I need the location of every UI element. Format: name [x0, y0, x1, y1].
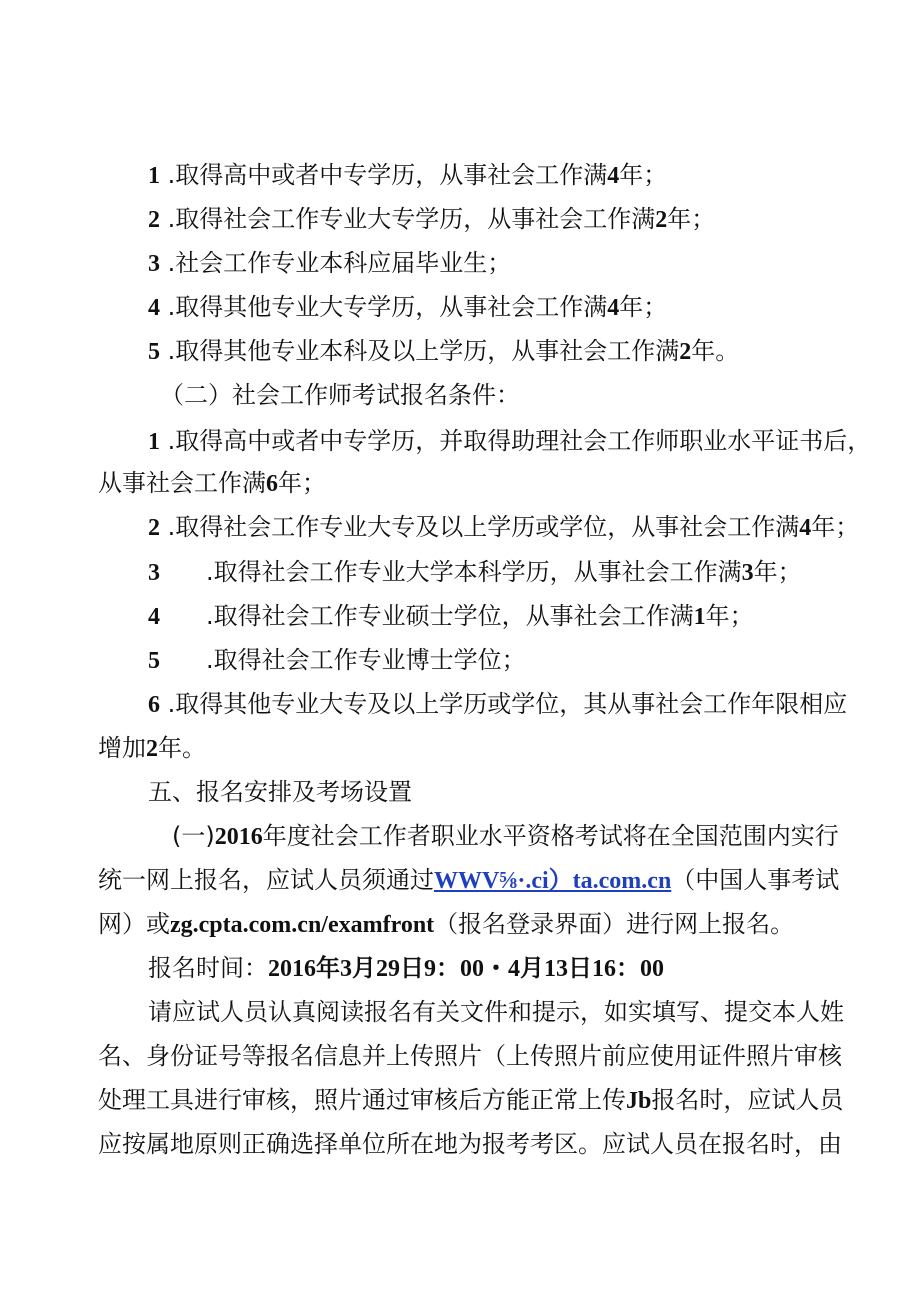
item-tail: 年。 [158, 734, 206, 762]
time-label: 报名时间： [148, 954, 268, 982]
item-text: .取得社会工作专业硕士学位，从事社会工作满 [206, 602, 694, 630]
item-years: 4 [799, 515, 812, 541]
item-tail: 年。 [691, 337, 740, 365]
item-text: .取得其他专业大专学历，从事社会工作满 [167, 293, 608, 321]
list-item [148, 248, 511, 279]
item-number: 3 [148, 251, 160, 277]
item-number: 3 [148, 560, 160, 586]
paragraph-text: 网）或 [98, 910, 170, 938]
item-number: 2 [148, 207, 160, 233]
list-item [148, 601, 754, 632]
item-tail: 年； [705, 602, 754, 630]
paragraph-line: 请应试人员认真阅读报名有关文件和提示，如实填写、提交本人姓 [148, 998, 844, 1026]
item-tail: 年； [278, 469, 326, 497]
list-item-continuation [98, 468, 326, 499]
item-number: 6 [148, 692, 160, 718]
paragraph-line: 应按属地原则正确选择单位所在地为报考考区。应试人员在报名时，由 [98, 1130, 842, 1158]
item-years: 6 [266, 471, 278, 497]
item-number: 1 [148, 429, 160, 455]
item-text: 从事社会工作满 [98, 469, 266, 497]
paragraph-text: （中国人事考试 [671, 866, 840, 894]
item-text: .取得社会工作专业博士学位； [206, 646, 526, 674]
item-number: 5 [148, 339, 160, 365]
section-heading: （二）社会工作师考试报名条件： [160, 381, 520, 409]
item-number: 5 [148, 648, 160, 674]
paragraph-text: 报名时，应试人员 [651, 1086, 844, 1114]
item-text: .取得其他专业本科及以上学历，从事社会工作满 [167, 337, 680, 365]
item-text: .取得社会工作专业大专学历，从事社会工作满 [167, 205, 656, 233]
list-item [148, 645, 526, 676]
item-text: .取得社会工作专业大学本科学历，从事社会工作满 [206, 558, 742, 586]
time-value: 2016年3月29日9：00・4月13日16：00 [268, 956, 664, 982]
registration-url: zg.cpta.com.cn/examfront [170, 912, 435, 938]
item-years: 2 [146, 736, 158, 762]
list-item [148, 689, 847, 720]
item-years: 4 [607, 295, 620, 321]
year-text: 2016 [214, 824, 263, 850]
item-years: 2 [679, 339, 692, 365]
paragraph-text: （报名登录界面）进行网上报名。 [434, 910, 795, 938]
paragraph-text: 统一网上报名，应试人员须通过 [98, 866, 434, 894]
item-tail: 年； [753, 558, 802, 586]
list-item [148, 292, 667, 323]
item-number: 2 [148, 515, 160, 541]
paragraph-line [172, 821, 839, 852]
paragraph-line [98, 909, 794, 940]
list-item [148, 204, 715, 235]
paragraph-line: 名、身份证号等报名信息并上传照片（上传照片前应使用证件照片审核 [98, 1042, 842, 1070]
registration-time [148, 953, 664, 984]
item-years: 1 [693, 604, 706, 630]
item-text: .社会工作专业本科应届毕业生； [167, 249, 512, 277]
paragraph-text: 处理工具进行审核，照片通过审核后方能正常上传 [98, 1086, 626, 1114]
exam-website-link[interactable]: WWV⅝·.ci）ta.com.cn [434, 868, 672, 894]
list-item [148, 336, 739, 367]
item-text: 增加 [98, 734, 146, 762]
item-tail: 年； [667, 205, 716, 233]
list-item [148, 557, 802, 588]
item-tail: 年； [619, 293, 668, 321]
paragraph-text: 年度社会工作者职业水平资格考试将在全国范围内实行 [262, 822, 839, 850]
item-years: 4 [607, 163, 620, 189]
item-text: .取得高中或者中专学历，从事社会工作满 [167, 161, 608, 189]
item-number: 1 [148, 163, 160, 189]
item-years: 2 [655, 207, 668, 233]
list-item-continuation [98, 733, 206, 764]
item-text: .取得高中或者中专学历，并取得助理社会工作师职业水平证书后， [167, 427, 872, 455]
item-number: 4 [148, 604, 160, 630]
item-years: 3 [741, 560, 754, 586]
paragraph-text: Jb [626, 1088, 652, 1114]
paragraph-line [98, 865, 839, 896]
paragraph-line [98, 1085, 843, 1116]
item-number: 4 [148, 295, 160, 321]
list-item [148, 160, 667, 191]
section-heading: 五、报名安排及考场设置 [148, 778, 412, 806]
item-tail: 年； [619, 161, 668, 189]
item-text: .取得社会工作专业大专及以上学历或学位，从事社会工作满 [167, 513, 800, 541]
item-text: .取得其他专业大专及以上学历或学位，其从事社会工作年限相应 [167, 690, 848, 718]
list-item [148, 426, 871, 457]
paragraph-prefix: (一) [172, 822, 215, 850]
item-tail: 年； [811, 513, 860, 541]
list-item [148, 512, 859, 543]
